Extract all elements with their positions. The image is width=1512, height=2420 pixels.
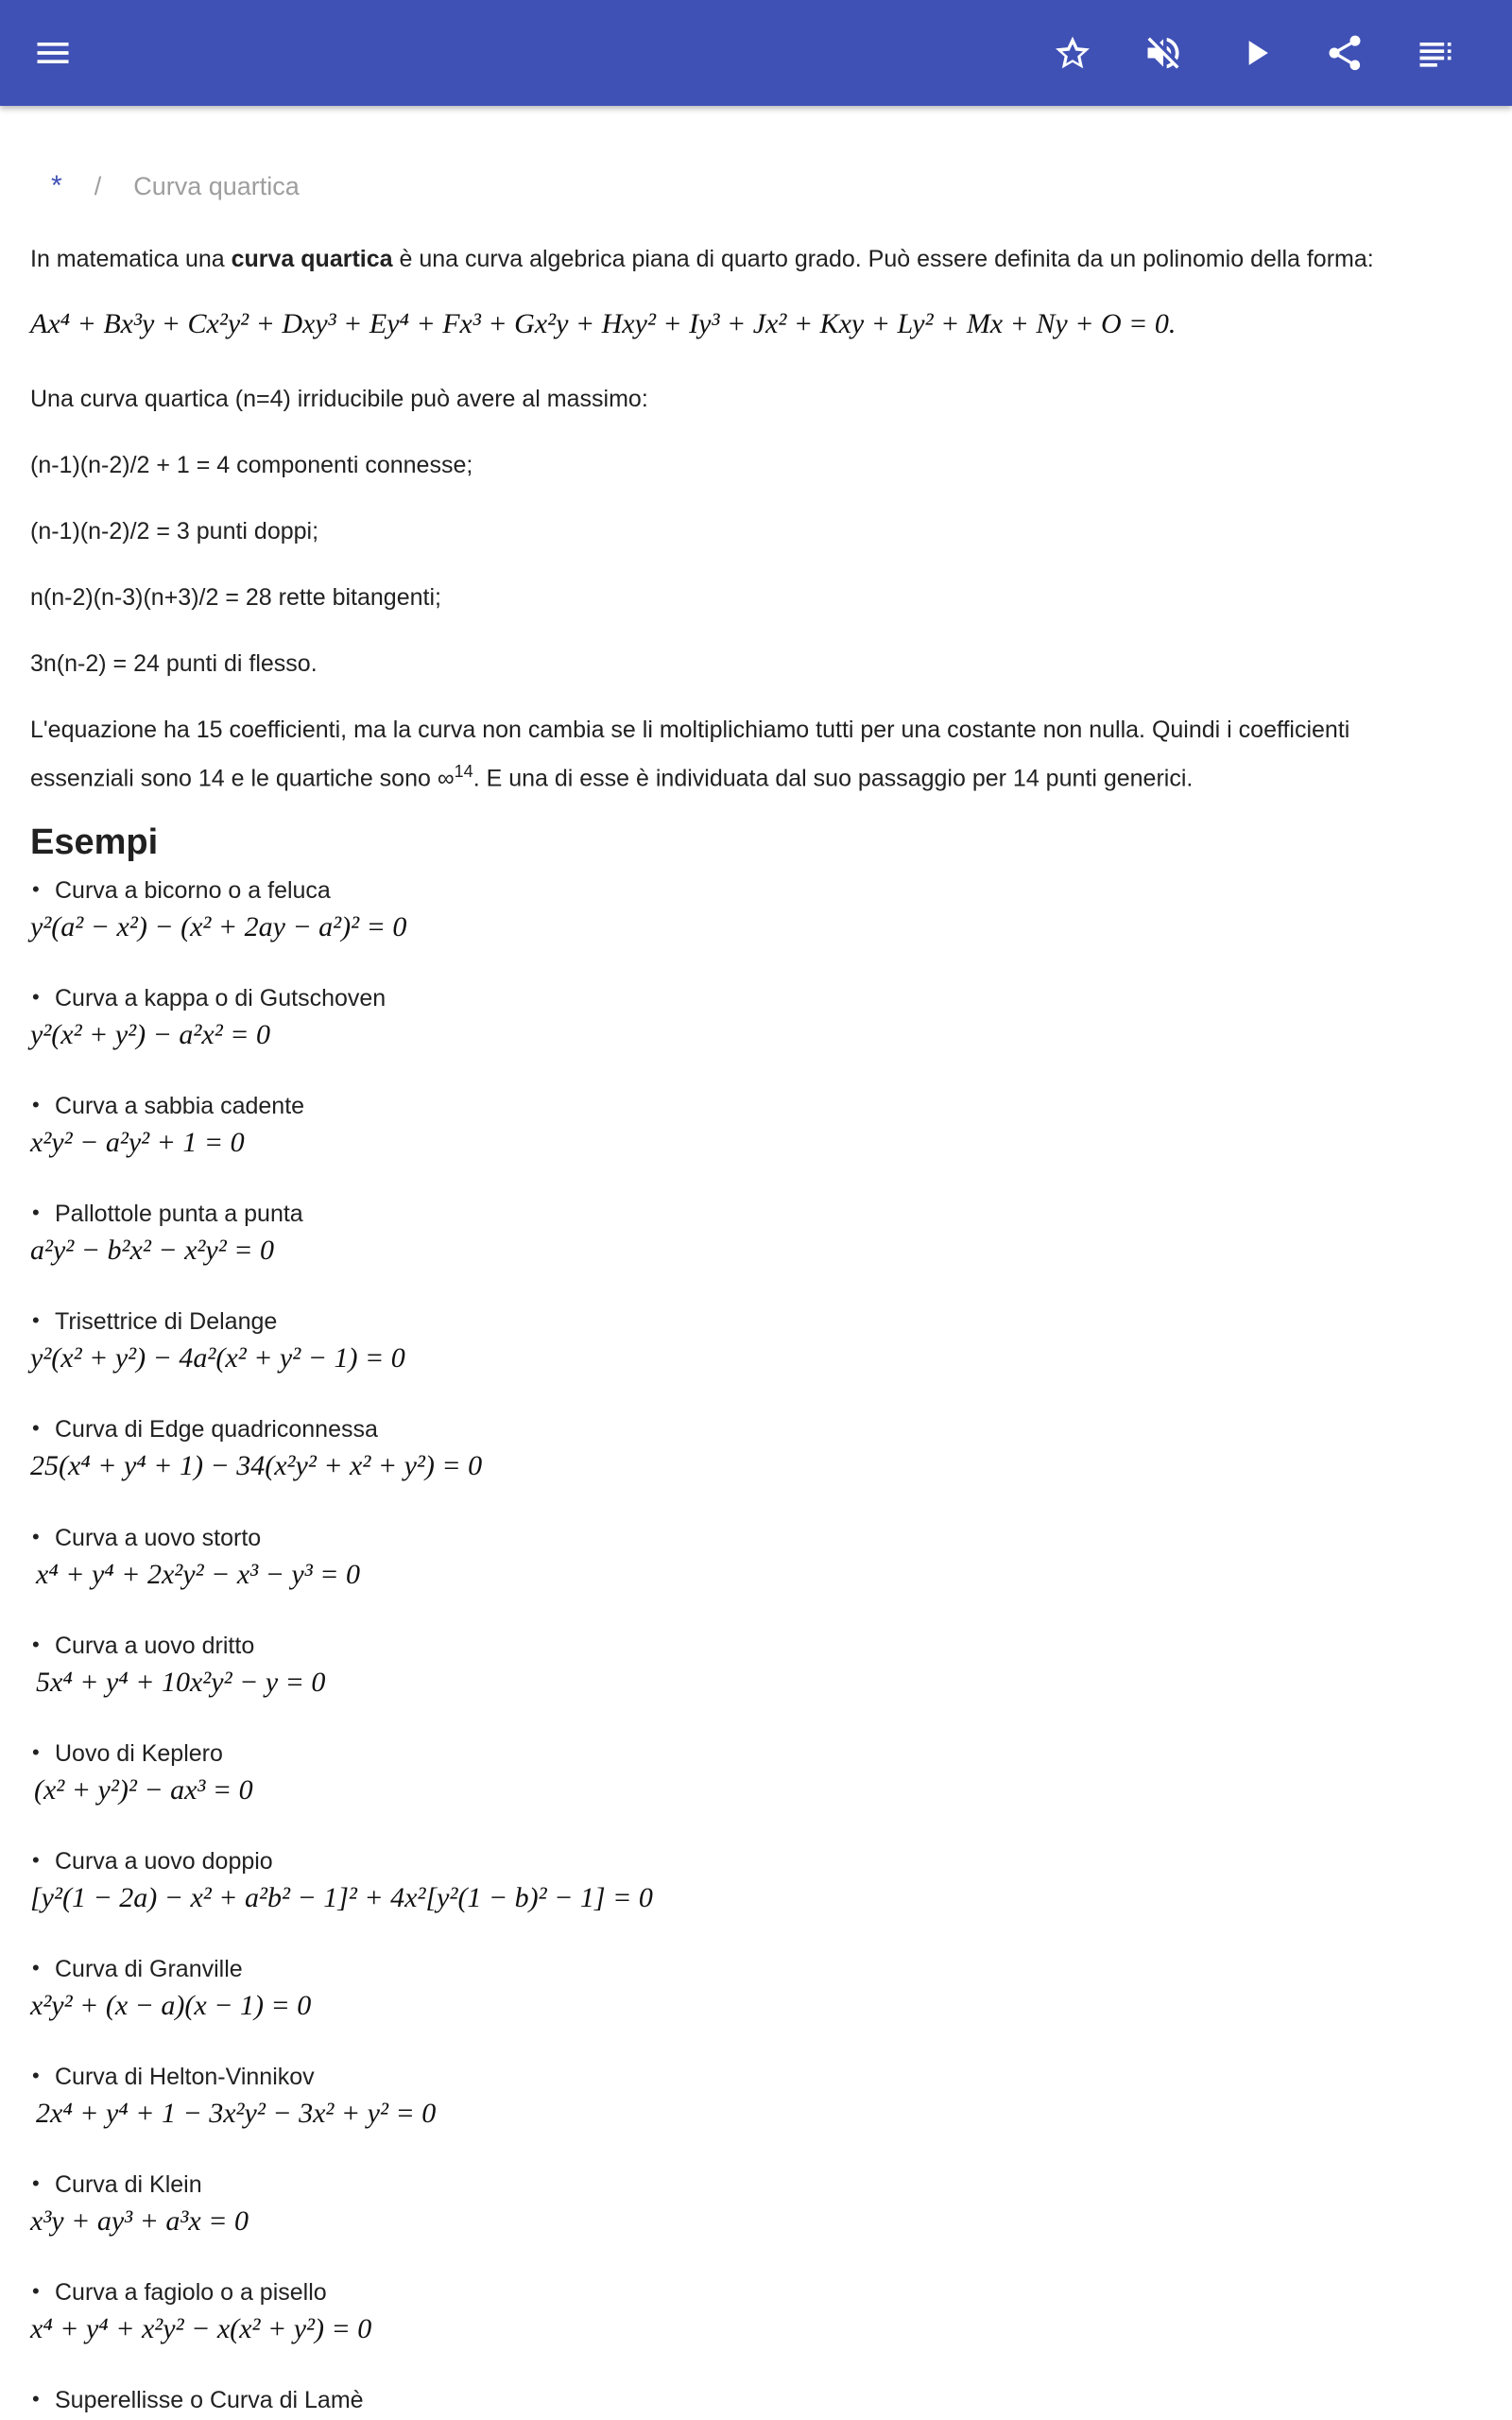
example-formula: 2x⁴ + y⁴ + 1 − 3x²y² − 3x² + y² = 0 bbox=[36, 2098, 437, 2129]
intro-bold-term: curva quartica bbox=[231, 246, 393, 272]
section-heading-esempi: Esempi bbox=[30, 822, 159, 862]
list-icon[interactable] bbox=[1405, 23, 1466, 83]
example-formula: x²y² − a²y² + 1 = 0 bbox=[30, 1127, 245, 1158]
intro-paragraph bbox=[30, 238, 1486, 280]
example-label: • Curva di Edge quadriconnessa bbox=[55, 1416, 378, 1443]
example-formula: y²(a² − x²) − (x² + 2ay − a²)² = 0 bbox=[30, 911, 407, 942]
example-label: • Curva a uovo storto bbox=[55, 1525, 261, 1552]
example-label: • Pallottole punta a punta bbox=[55, 1201, 303, 1228]
menu-icon[interactable] bbox=[23, 23, 83, 83]
share-icon[interactable] bbox=[1314, 23, 1375, 83]
example-formula: x³y + ay³ + a³x = 0 bbox=[30, 2205, 249, 2237]
intro-text-after: è una curva algebrica piana di quarto grado. Può essere definita da un polinomio della forma: bbox=[392, 246, 1374, 272]
paragraph-double-points: (n-1)(n-2)/2 = 3 punti doppi; bbox=[30, 518, 319, 544]
example-formula: 25(x⁴ + y⁴ + 1) − 34(x²y² + x² + y²) = 0 bbox=[30, 1450, 483, 1481]
example-label: • Curva a sabbia cadente bbox=[55, 1093, 304, 1120]
example-label: • Curva a bicorno o a feluca bbox=[55, 877, 331, 905]
example-label: • Curva a uovo dritto bbox=[55, 1633, 254, 1660]
star-outline-icon[interactable] bbox=[1042, 23, 1103, 83]
paragraph-inflection-points: 3n(n-2) = 24 punti di flesso. bbox=[30, 650, 318, 677]
breadcrumb-current: Curva quartica bbox=[133, 171, 300, 200]
example-formula: a²y² − b²x² − x²y² = 0 bbox=[30, 1235, 274, 1266]
intro-text-before: In matematica una bbox=[30, 246, 232, 272]
example-formula: [y²(1 − 2a) − x² + a²b² − 1]² + 4x²[y²(1 − b)² − 1] = 0 bbox=[30, 1882, 653, 1913]
breadcrumb-home-link[interactable]: * bbox=[51, 170, 62, 201]
coeff-line2-before: essenziali sono 14 e le quartiche sono ∞ bbox=[30, 765, 455, 792]
example-label: • Curva di Helton-Vinnikov bbox=[55, 2064, 315, 2091]
paragraph-bitangents: n(n-2)(n-3)(n+3)/2 = 28 rette bitangenti; bbox=[30, 584, 441, 611]
coeff-exponent: 14 bbox=[454, 762, 473, 781]
example-label: • Curva a kappa o di Gutschoven bbox=[55, 985, 386, 1012]
example-formula: x⁴ + y⁴ + 2x²y² − x³ − y³ = 0 bbox=[36, 1559, 360, 1590]
example-label: • Curva di Klein bbox=[55, 2171, 202, 2199]
coefficients-paragraph bbox=[30, 709, 1486, 799]
example-formula: x²y² + (x − a)(x − 1) = 0 bbox=[30, 1990, 312, 2021]
app-bar bbox=[0, 0, 1512, 106]
paragraph-max: Una curva quartica (n=4) irriducibile può avere al massimo: bbox=[30, 386, 648, 412]
example-label: • Uovo di Keplero bbox=[55, 1740, 223, 1768]
example-formula: (x² + y²)² − ax³ = 0 bbox=[34, 1774, 253, 1806]
play-icon[interactable] bbox=[1226, 23, 1286, 83]
coeff-line1: L'equazione ha 15 coefficienti, ma la curva non cambia se li moltiplichiamo tutti per una costante non nulla. Quindi i coefficienti bbox=[30, 717, 1350, 743]
breadcrumb-separator: / bbox=[94, 171, 102, 200]
example-label: • Superellisse o Curva di Lamè bbox=[55, 2387, 364, 2414]
example-formula: y²(x² + y²) − a²x² = 0 bbox=[30, 1019, 270, 1050]
example-label: • Curva a fagiolo o a pisello bbox=[55, 2279, 327, 2307]
general-quartic-formula: Ax⁴ + Bx³y + Cx²y² + Dxy³ + Ey⁴ + Fx³ + Gx²y + Hxy² + Iy³ + Jx² + Kxy + Ly² + Mx + Ny + O = 0. bbox=[30, 308, 1177, 339]
volume-off-icon[interactable] bbox=[1133, 23, 1194, 83]
paragraph-components: (n-1)(n-2)/2 + 1 = 4 componenti connesse; bbox=[30, 452, 473, 478]
example-formula: y²(x² + y²) − 4a²(x² + y² − 1) = 0 bbox=[30, 1342, 405, 1374]
example-formula: 5x⁴ + y⁴ + 10x²y² − y = 0 bbox=[36, 1667, 326, 1698]
example-formula: x⁴ + y⁴ + x²y² − x(x² + y²) = 0 bbox=[30, 2313, 372, 2344]
example-label: • Curva a uovo doppio bbox=[55, 1848, 273, 1876]
breadcrumb bbox=[51, 170, 300, 202]
coeff-line2-after: . E una di esse è individuata dal suo passaggio per 14 punti generici. bbox=[472, 765, 1194, 792]
example-label: • Curva di Granville bbox=[55, 1956, 243, 1983]
example-label: • Trisettrice di Delange bbox=[55, 1308, 277, 1336]
